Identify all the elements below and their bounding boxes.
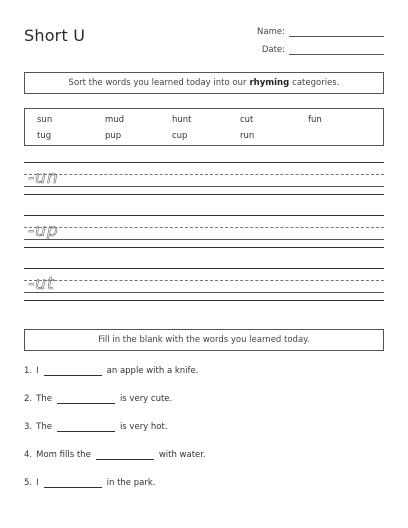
tracing-row[interactable] (24, 162, 384, 196)
tracing-text-ut: -ut (28, 274, 55, 294)
word-bank-item: mud (105, 115, 125, 125)
question-item (24, 366, 198, 376)
name-line[interactable] (289, 28, 384, 37)
question-before: Mom fills the (36, 450, 91, 460)
tracing-text-up: -up (28, 221, 59, 241)
midline-dashed (24, 174, 384, 175)
fill-instruction-text: Fill in the blank with the words you learned today. (98, 335, 310, 345)
word-bank-item: fun (308, 115, 322, 125)
sort-instruction-post: categories. (292, 78, 340, 88)
question-before: I (36, 366, 39, 376)
word-bank-item: run (240, 131, 255, 141)
answer-blank[interactable] (57, 423, 115, 432)
bottom-rule (24, 194, 384, 195)
question-after: an apple with a knife. (106, 366, 199, 376)
top-rule (24, 268, 384, 269)
top-rule (24, 162, 384, 163)
question-number: 2. (24, 394, 33, 404)
question-item (24, 422, 168, 432)
question-number: 5. (24, 478, 33, 488)
worksheet-title: Short U (24, 26, 86, 45)
sort-instruction-pre: Sort the words you learned today into our (68, 78, 247, 88)
question-after: is very cute. (119, 394, 173, 404)
question-after: is very hot. (119, 422, 168, 432)
date-field (262, 45, 384, 55)
tracing-text-un: -un (28, 168, 59, 188)
question-before: The (36, 394, 52, 404)
bottom-rule (24, 247, 384, 248)
bottom-rule (24, 300, 384, 301)
fill-instruction-box (24, 329, 384, 351)
question-after: in the park. (106, 478, 156, 488)
question-item (24, 450, 206, 460)
word-bank-item: cut (240, 115, 254, 125)
answer-blank[interactable] (44, 367, 102, 376)
date-line[interactable] (289, 46, 384, 55)
question-before: I (36, 478, 39, 488)
tracing-row[interactable] (24, 268, 384, 302)
word-bank (24, 108, 384, 146)
question-number: 1. (24, 366, 33, 376)
question-item (24, 394, 172, 404)
question-number: 3. (24, 422, 33, 432)
tracing-row[interactable] (24, 215, 384, 249)
name-label: Name: (257, 27, 285, 37)
midline-dashed (24, 280, 384, 281)
top-rule (24, 215, 384, 216)
word-bank-item: tug (37, 131, 52, 141)
sort-instruction-bold: rhyming (249, 78, 290, 88)
date-label: Date: (261, 45, 285, 55)
word-bank-item: sun (37, 115, 53, 125)
answer-blank[interactable] (57, 395, 115, 404)
baseline-rule (24, 186, 384, 187)
baseline-rule (24, 239, 384, 240)
question-number: 4. (24, 450, 33, 460)
answer-blank[interactable] (44, 479, 102, 488)
question-after: with water. (158, 450, 206, 460)
question-before: The (36, 422, 52, 432)
question-item (24, 478, 155, 488)
word-bank-item: cup (172, 131, 188, 141)
word-bank-item: pup (105, 131, 122, 141)
sort-instruction-box (24, 72, 384, 94)
name-field (257, 27, 384, 37)
midline-dashed (24, 227, 384, 228)
answer-blank[interactable] (96, 451, 154, 460)
baseline-rule (24, 292, 384, 293)
word-bank-item: hunt (172, 115, 192, 125)
